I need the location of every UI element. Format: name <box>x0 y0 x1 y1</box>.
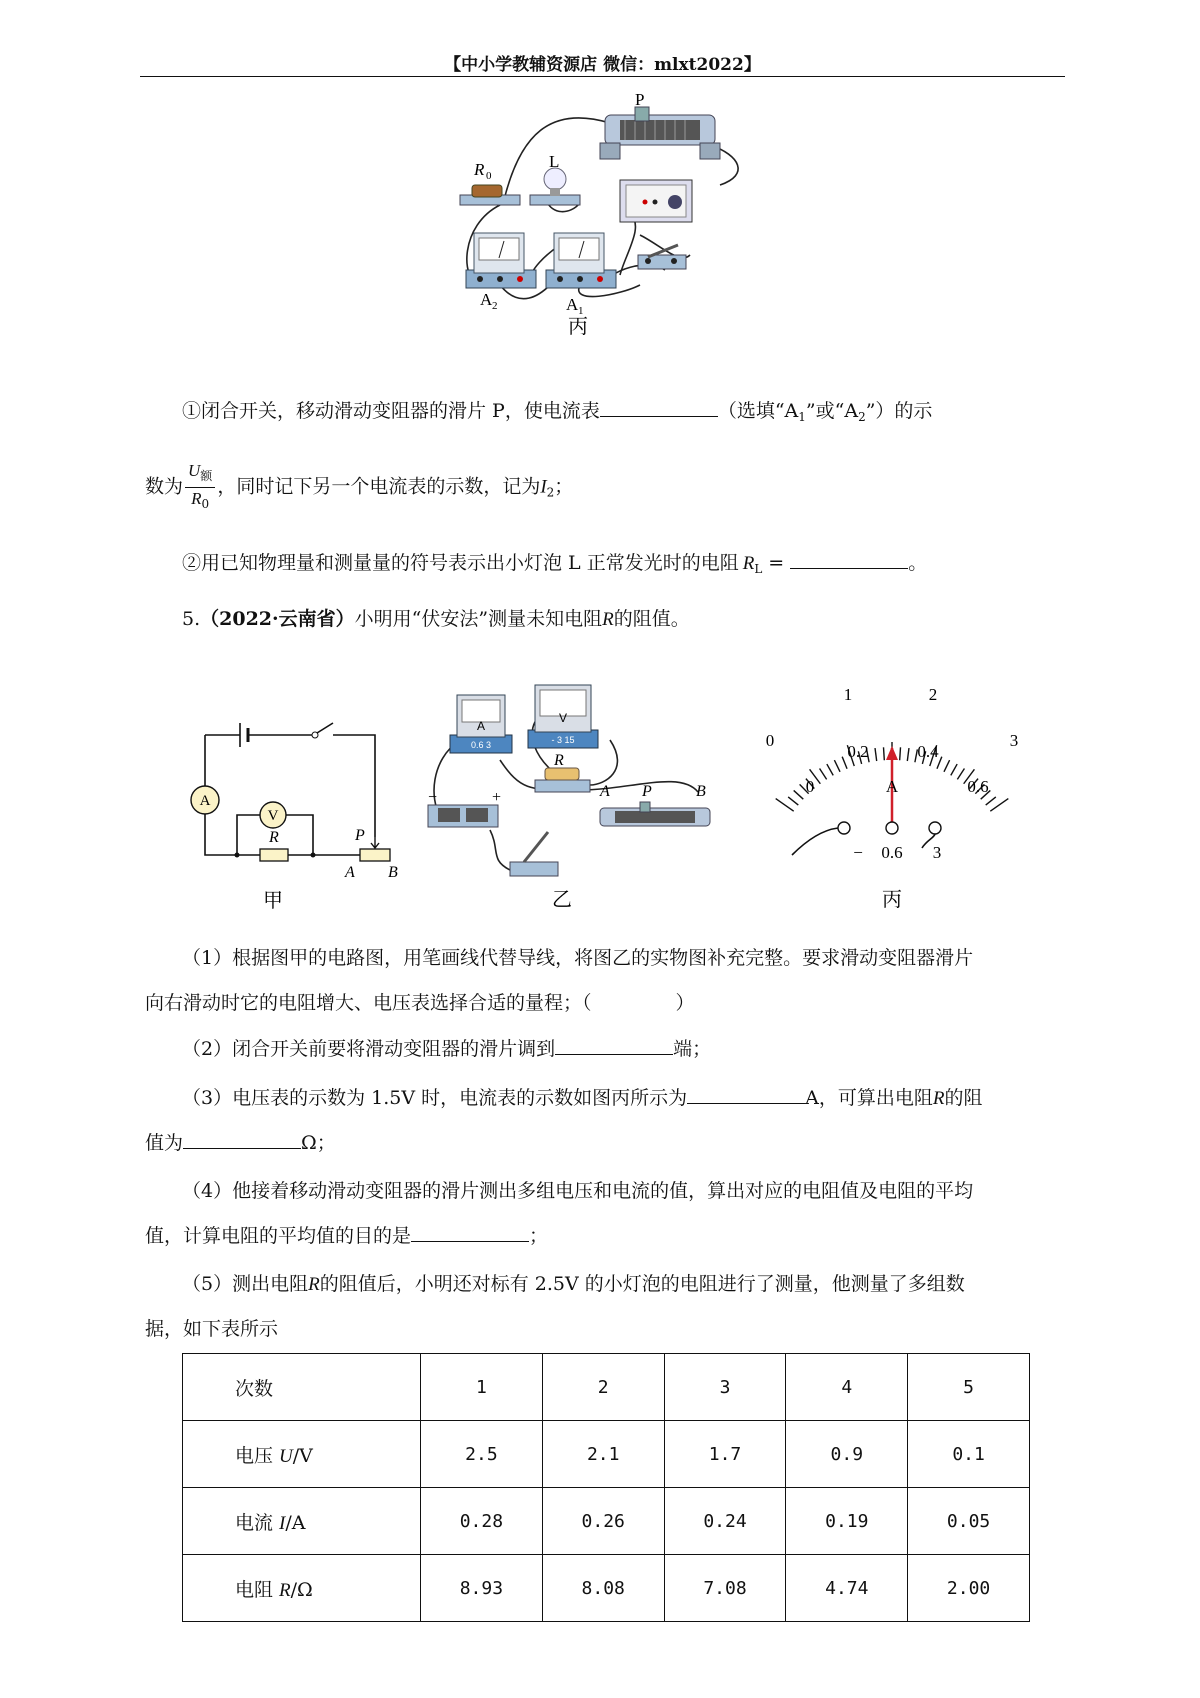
q5-source: （2022·云南省） <box>200 608 355 630</box>
q5-title <box>182 606 1102 633</box>
table-header-cell: 1 <box>421 1354 543 1421</box>
table-cell: 0.1 <box>908 1421 1030 1488</box>
slider-label-p: P <box>355 827 365 844</box>
q5-part2-text: （2）闭合开关前要将滑动变阻器的滑片调到 <box>182 1038 556 1060</box>
q4-step1-option-b: ”或“A <box>805 400 859 422</box>
ammeter-label: A <box>199 793 211 809</box>
ammeter-a1 <box>546 233 616 288</box>
battery-minus: − <box>428 789 438 806</box>
dial-tick <box>957 768 964 779</box>
label-a1-sub: 1 <box>578 305 584 317</box>
table-cell: 2.00 <box>908 1555 1030 1622</box>
frac-numerator-sub: 额 <box>200 469 213 483</box>
table-cell: 8.93 <box>421 1555 543 1622</box>
q5-part5-text-b: 的阻值后，小明还对标有 2.5V 的小灯泡的电阻进行了测量，他测量了多组数 <box>319 1273 965 1295</box>
q4-blank-1[interactable] <box>600 398 718 417</box>
q5-part1-text: （1）根据图甲的电路图，用笔画线代替导线，将图乙的实物图补充完整。要求滑动变阻器滑片 <box>182 947 974 969</box>
battery-plus: + <box>492 789 502 806</box>
q5-part5-line1 <box>182 1271 1102 1298</box>
figure-caption-bing-top: 丙 <box>568 314 588 338</box>
top-scale-2: 2 <box>928 685 938 704</box>
dial-tick <box>990 799 1008 812</box>
row-label-unit: /A <box>285 1511 306 1534</box>
dial-tick <box>875 748 877 761</box>
dial-tick <box>944 760 950 772</box>
label-a2: A <box>480 290 493 309</box>
table-cell: 8.08 <box>542 1555 664 1622</box>
apparatus-figure-top <box>460 90 760 370</box>
q5-part4-line2 <box>145 1223 1065 1249</box>
q4-var-i: I <box>540 476 547 498</box>
voltmeter-device-label: V <box>558 711 568 725</box>
q5-part3-text-d: 值为 <box>145 1132 184 1154</box>
label-a2-sub: 2 <box>492 300 498 312</box>
bottom-scale-06: 0.6 <box>967 777 989 796</box>
frac-denominator-sub: 0 <box>201 497 210 511</box>
q4-blank-2[interactable] <box>790 550 908 569</box>
q5-part4-text-b: 值，计算电阻的平均值的目的是 <box>145 1225 412 1247</box>
battery-box <box>428 805 498 827</box>
frac-denominator: R <box>191 489 202 508</box>
rheostat-slider-p: P <box>642 783 652 800</box>
row-label-text: 电阻 <box>235 1578 280 1601</box>
switch-symbol <box>312 723 333 738</box>
bottom-scale-04: 0.4 <box>917 742 939 761</box>
q5-part3-text-c: 的阻 <box>944 1087 983 1109</box>
q5-blank-2[interactable] <box>555 1036 673 1055</box>
dial-tick <box>842 757 847 769</box>
q5-text: 小明用“伏安法”测量未知电阻 <box>354 608 603 630</box>
dial-tick <box>788 797 798 805</box>
table-cell: 0.24 <box>664 1488 786 1555</box>
dial-tick <box>827 764 833 775</box>
rheostat-terminal-b: B <box>696 783 706 800</box>
row-label-text: 电流 <box>235 1511 280 1534</box>
dial-tick <box>951 764 957 775</box>
q5-number: 5. <box>182 608 201 630</box>
table-cell: 0.26 <box>542 1488 664 1555</box>
table-cell: 0.28 <box>421 1488 543 1555</box>
top-scale-3: 3 <box>1009 731 1019 750</box>
table-row <box>183 1555 1030 1622</box>
row-label-var: U <box>279 1445 293 1467</box>
q4-var-i-sub: 2 <box>546 485 555 500</box>
q4-step1-line2 <box>145 460 1065 516</box>
ammeter-device-label: A <box>476 719 486 733</box>
table-row <box>183 1421 1030 1488</box>
q5-part1-line2 <box>145 990 1065 1016</box>
label-r0-sub: 0 <box>486 170 492 182</box>
dial-tick <box>834 760 840 772</box>
q5-part3-text-b: A，可算出电阻 <box>805 1087 933 1109</box>
resistor-label: R <box>269 829 279 846</box>
dial-tick <box>820 768 827 779</box>
voltmeter-label: V <box>267 808 279 824</box>
header-divider <box>140 76 1065 77</box>
dial-unit: A <box>885 777 899 796</box>
table-cell: 0.19 <box>786 1488 908 1555</box>
table-cell: 2.5 <box>421 1421 543 1488</box>
table-row <box>183 1488 1030 1555</box>
row-label-var: I <box>279 1512 286 1534</box>
q5-part3-text: （3）电压表的示数为 1.5V 时，电流表的示数如图丙所示为 <box>182 1087 688 1109</box>
switch-device <box>510 832 558 876</box>
label-r0: R <box>474 160 485 179</box>
label-a1: A <box>566 295 579 314</box>
top-scale-1: 1 <box>843 685 853 704</box>
rheostat-device <box>600 802 710 826</box>
bottom-scale-0: 0 <box>805 777 815 796</box>
q5-part5-text-c: 据，如下表所示 <box>145 1318 279 1340</box>
fraction-u-over-r0 <box>185 460 215 515</box>
q4-var-rl-sub: L <box>754 562 763 576</box>
label-P: P <box>635 90 645 109</box>
resistor-r0 <box>460 185 520 205</box>
label-l: L <box>549 152 560 171</box>
resistor-device <box>535 768 590 792</box>
q5-part4-line1 <box>182 1178 1102 1204</box>
figure-caption-bing: 丙 <box>882 887 902 911</box>
bulb-l <box>530 168 580 205</box>
row-label-resistance <box>183 1555 421 1622</box>
row-label-current <box>183 1488 421 1555</box>
circuit-diagram-jia <box>185 695 415 920</box>
rheostat-terminal-a: A <box>600 783 610 800</box>
q5-part2 <box>182 1036 1102 1062</box>
power-supply <box>620 180 692 222</box>
q5-part2-end: 端； <box>673 1038 712 1060</box>
dial-tick <box>907 748 909 761</box>
q5-part5-var-r: R <box>308 1274 320 1295</box>
q4-step1-end: ； <box>554 475 574 498</box>
figure-caption-jia: 甲 <box>263 888 283 912</box>
figure-caption-yi: 乙 <box>552 887 572 911</box>
row-label-text: 电压 <box>235 1444 280 1467</box>
measurement-table <box>182 1353 1030 1622</box>
q4-step1-option-a-sub: 1 <box>798 410 806 424</box>
table-cell: 2.1 <box>542 1421 664 1488</box>
rheostat <box>600 107 720 159</box>
q5-part5-text: （5）测出电阻 <box>182 1273 309 1295</box>
dial-tick <box>794 790 804 799</box>
row-label-unit: /Ω <box>290 1578 313 1601</box>
q4-step2-text: ②用已知物理量和测量量的符号表示出小灯泡 L 正常发光时的电阻 <box>182 552 739 574</box>
q5-blank-3b[interactable] <box>183 1130 301 1149</box>
row-label-unit: /V <box>292 1444 313 1467</box>
table-header-cell: 5 <box>908 1354 1030 1421</box>
q4-step1-text: ①闭合开关，移动滑动变阻器的滑片 P，使电流表 <box>182 400 600 422</box>
terminal-label-a: A <box>345 864 355 881</box>
row-label-var: R <box>279 1579 291 1601</box>
terminal-3: 3 <box>932 843 942 862</box>
q4-var-rl: R <box>742 553 755 574</box>
table-header-row <box>183 1354 1030 1421</box>
q5-part3-end: Ω； <box>301 1132 336 1154</box>
q4-step1-prefix: 数为 <box>145 475 184 498</box>
q4-step1-line1 <box>182 398 1102 430</box>
q5-var-r: R <box>602 609 614 630</box>
table-header-cell: 4 <box>786 1354 908 1421</box>
table-cell: 7.08 <box>664 1555 786 1622</box>
dial-tick <box>883 747 884 760</box>
table-cell: 4.74 <box>786 1555 908 1622</box>
q4-step2 <box>182 550 1102 582</box>
table-cell: 0.05 <box>908 1488 1030 1555</box>
top-scale-0: 0 <box>765 731 775 750</box>
ammeter-a2 <box>466 233 536 288</box>
q5-part1-line1 <box>182 945 1102 971</box>
dial-tick <box>986 797 996 805</box>
q4-step1-option-b-sub: 2 <box>858 410 866 424</box>
dial-tick <box>900 747 901 760</box>
ammeter-ranges: 0.6 3 <box>470 740 492 750</box>
resistor-device-label: R <box>554 752 564 769</box>
frac-numerator: U <box>188 461 201 480</box>
table-header-cell: 次数 <box>183 1354 421 1421</box>
battery <box>240 723 248 747</box>
page-header: 【中小学教辅资源店 微信：mlxt2022】 <box>444 55 761 75</box>
table-cell: 1.7 <box>664 1421 786 1488</box>
q4-step2-end: 。 <box>908 552 928 574</box>
row-label-voltage <box>183 1421 421 1488</box>
q5-blank-3a[interactable] <box>687 1085 805 1104</box>
q4-step1-continued: ，同时记下另一个电流表的示数，记为 <box>217 475 541 498</box>
q5-text-end: 的阻值。 <box>613 608 690 630</box>
q5-part4-end: ； <box>529 1225 549 1247</box>
dial-tick <box>776 799 794 812</box>
voltmeter-ranges: - 3 15 <box>551 735 575 745</box>
ammeter-dial-bing <box>752 680 1032 920</box>
apparatus-figure-yi <box>430 680 750 920</box>
q5-part3-var-r: R <box>932 1088 945 1109</box>
resistor-symbol <box>260 849 288 861</box>
q5-blank-4[interactable] <box>411 1223 529 1242</box>
q5-part3-line2 <box>145 1130 1065 1156</box>
q4-equals: = <box>768 552 785 574</box>
rheostat-symbol <box>360 849 390 861</box>
q5-part5-line2 <box>145 1316 1065 1342</box>
table-header-cell: 2 <box>542 1354 664 1421</box>
terminal-minus: − <box>853 843 863 862</box>
table-header-cell: 3 <box>664 1354 786 1421</box>
table-cell: 0.9 <box>786 1421 908 1488</box>
bottom-scale-02: 0.2 <box>847 742 869 761</box>
q5-part1-text-cont: 向右滑动时它的电阻增大、电压表选择合适的量程；（ <box>145 992 592 1014</box>
q5-part1-close: ） <box>675 992 695 1014</box>
terminal-06: 0.6 <box>881 843 903 862</box>
q4-step1-option-a: （选填“A <box>717 400 799 422</box>
q4-step1-tail: ”）的示 <box>865 400 933 422</box>
q5-part3-line1 <box>182 1085 1102 1112</box>
q5-part4-text: （4）他接着移动滑动变阻器的滑片测出多组电压和电流的值，算出对应的电阻值及电阻的平均 <box>182 1180 974 1202</box>
terminal-label-b: B <box>388 864 398 881</box>
